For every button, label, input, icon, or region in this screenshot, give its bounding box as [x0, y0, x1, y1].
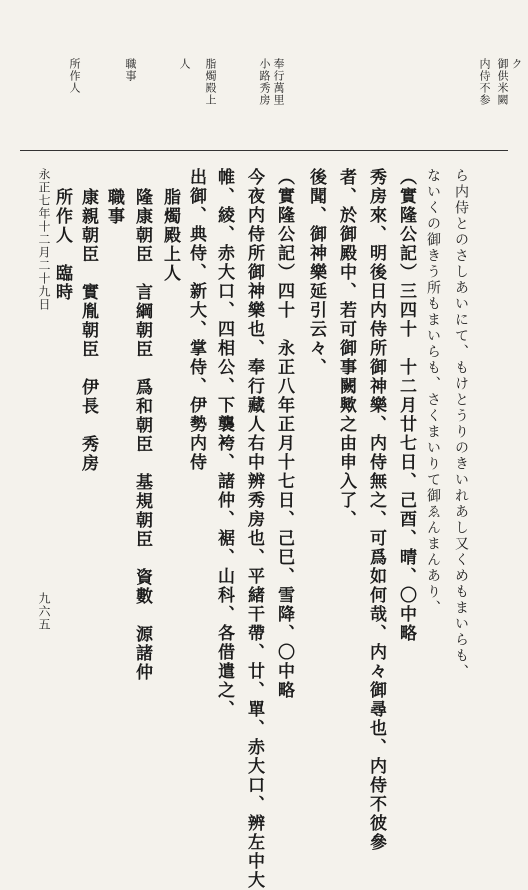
body-line-5: 者、於御殿中、若可御事闕歟之由申入了、	[336, 168, 356, 529]
body-line-15: 所作人 臨時	[52, 188, 72, 302]
header-divider	[20, 150, 508, 151]
body-line-12: 隆康朝臣 言綱朝臣 爲和朝臣 基規朝臣 資數 源諸仲	[132, 188, 152, 682]
body-line-10: 出御、典侍、新大、掌侍、伊勢内侍	[186, 168, 206, 472]
body-line-9: 帷、綾、赤大口、四相公、下襲袴、諸仲、裾、山科、各借遣之、	[214, 168, 234, 719]
header-note-4: 奉行萬里	[272, 58, 285, 106]
header-note-8: 職事	[124, 58, 137, 82]
footer-date: 永正七年十二月二十九日	[37, 168, 51, 311]
page-number: 九六五	[37, 592, 51, 631]
header-note-9: 所作人	[68, 58, 81, 94]
header-note-1: 内侍不参	[478, 58, 491, 106]
body-line-4: 秀房來、明後日内侍所御神樂、内侍無之、可爲如何哉、内々御尋也、内侍不彼參	[366, 168, 386, 852]
header-note-3: ク	[510, 58, 523, 70]
body-line-1: ら内侍とのさしあいにて、もけとうりのきいれあし又くめもまいらも、	[453, 168, 469, 680]
body-line-6: 後聞、御神樂延引云々、	[306, 168, 326, 377]
body-line-2: ないくの御きう所もまいらも、さくまいりて御ゑんまんあり、	[425, 168, 441, 616]
header-note-7: 人	[178, 58, 191, 70]
body-line-7: （實隆公記）四十 永正八年正月十七日、己巳、雪降、〇中略	[274, 168, 294, 700]
header-note-6: 脂燭殿上	[204, 58, 217, 106]
header-note-5: 小路秀房	[258, 58, 271, 106]
header-note-2: 御供米闕	[496, 58, 509, 106]
body-line-13: 職事	[104, 188, 124, 226]
body-line-11: 脂燭殿上人	[160, 188, 180, 283]
body-line-14: 康親朝臣 實胤朝臣 伊長 秀房	[78, 188, 98, 473]
body-line-8: 今夜内侍所御神樂也、奉行藏人右中辨秀房也、平緒干帶、廿、單、赤大口、辨左中大	[244, 168, 264, 890]
body-line-3: （實隆公記）三四十 十二月廿七日、己酉、晴、〇中略	[396, 168, 416, 643]
